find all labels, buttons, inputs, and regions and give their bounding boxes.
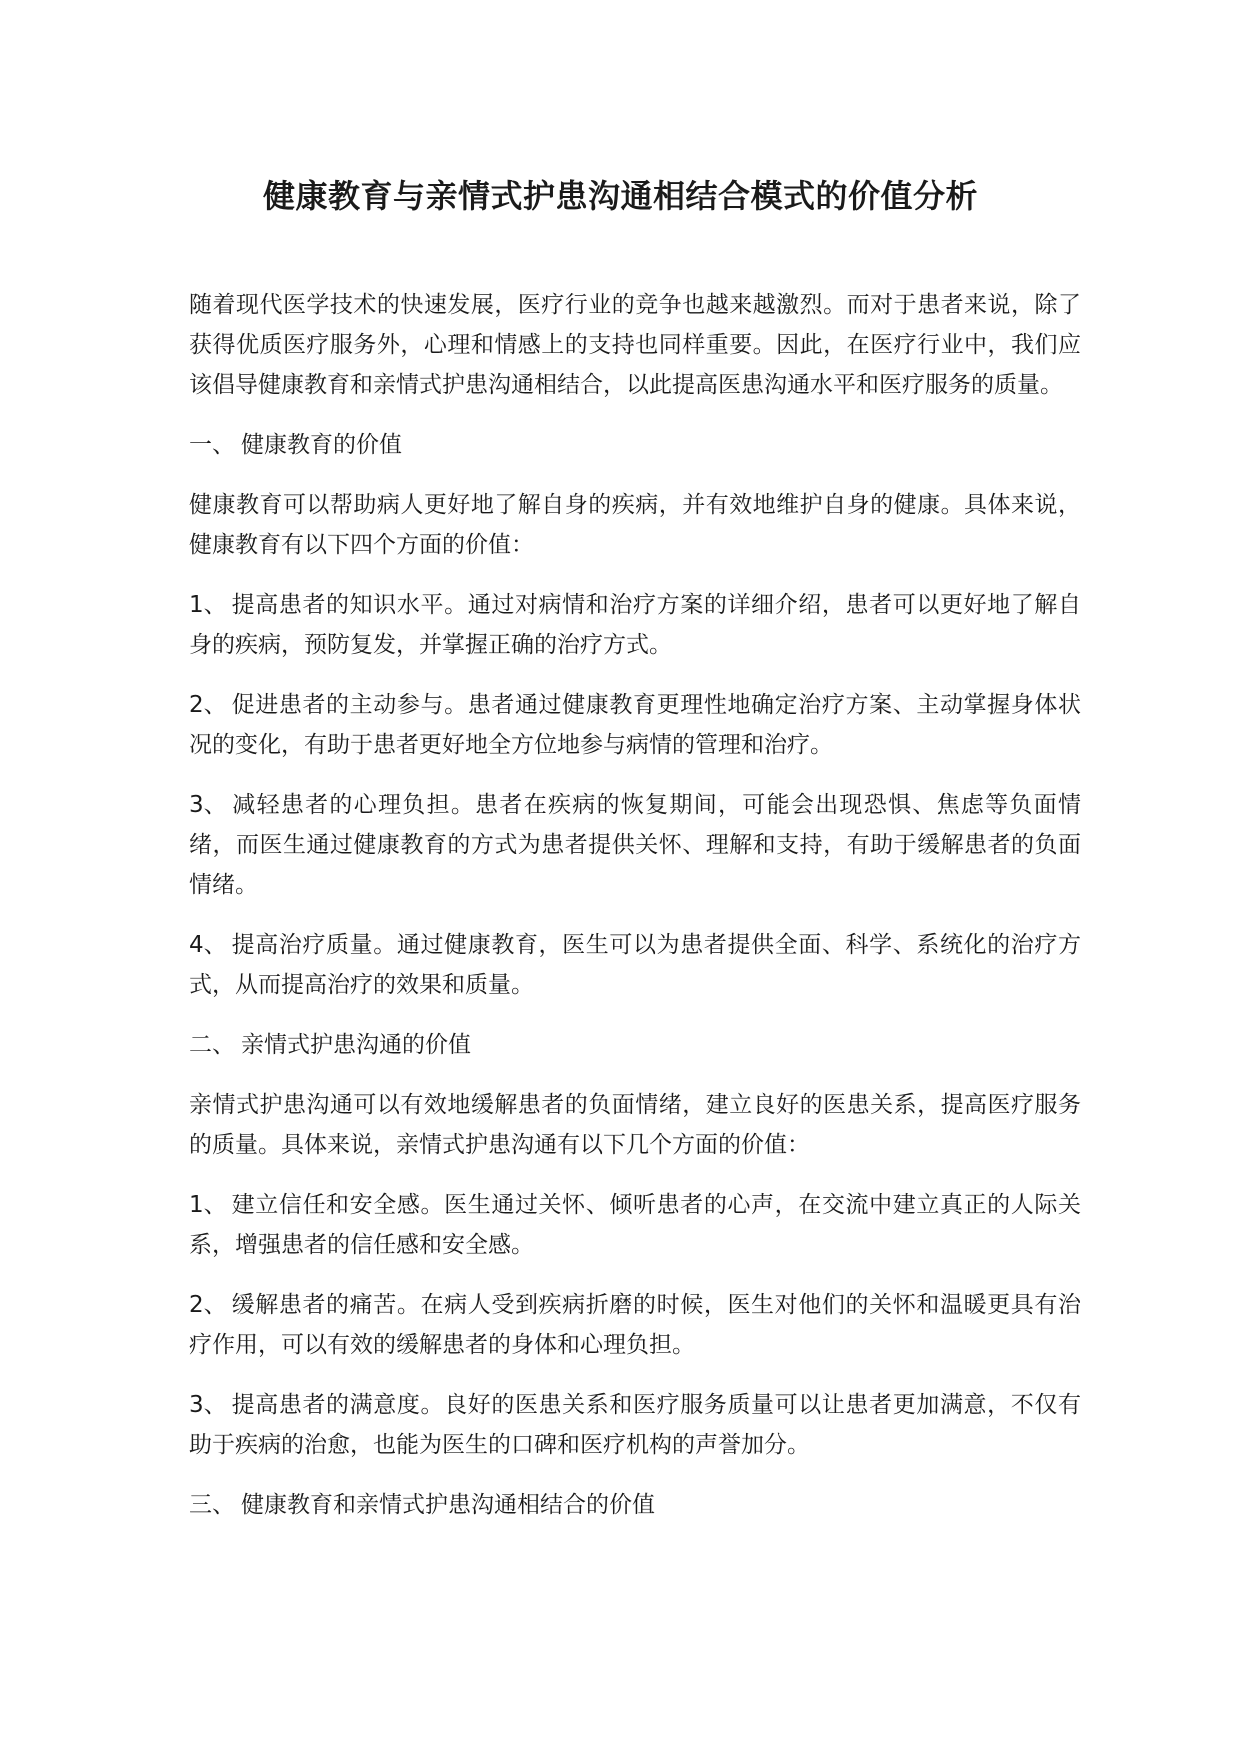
- section-1-lead: 健康教育可以帮助病人更好地了解自身的疾病，并有效地维护自身的健康。具体来说，健康教育有以下四个方面的价值：: [189, 492, 1081, 558]
- section-3-number: 三、: [189, 1492, 235, 1518]
- section-1-number: 一、: [189, 432, 235, 458]
- item-text: 提高治疗质量。通过健康教育，医生可以为患者提供全面、科学、系统化的治疗方式，从而提高治疗的效果和质量。: [189, 932, 1081, 998]
- section-3-title: 健康教育和亲情式护患沟通相结合的价值: [241, 1492, 655, 1518]
- section-1-item-3: [189, 785, 1081, 905]
- intro-paragraph: 随着现代医学技术的快速发展，医疗行业的竞争也越来越激烈。而对于患者来说，除了获得优质医疗服务外，心理和情感上的支持也同样重要。因此，在医疗行业中，我们应该倡导健康教育和亲情式护患沟通相结合，以此提高医患沟通水平和医疗服务的质量。: [189, 292, 1081, 398]
- section-2-lead: 亲情式护患沟通可以有效地缓解患者的负面情绪，建立良好的医患关系，提高医疗服务的质量。具体来说，亲情式护患沟通有以下几个方面的价值：: [189, 1092, 1081, 1158]
- item-number: 4、: [189, 932, 227, 958]
- section-1-item-2: [189, 685, 1081, 765]
- item-text: 缓解患者的痛苦。在病人受到疾病折磨的时候，医生对他们的关怀和温暖更具有治疗作用，可以有效的缓解患者的身体和心理负担。: [189, 1292, 1081, 1358]
- item-number: 1、: [189, 592, 227, 618]
- document-title: 健康教育与亲情式护患沟通相结合模式的价值分析: [262, 177, 978, 215]
- section-1-item-4: [189, 925, 1081, 1005]
- document-body: [189, 285, 1081, 1545]
- item-number: 2、: [189, 692, 227, 718]
- section-2-item-1: [189, 1185, 1081, 1265]
- item-text: 提高患者的满意度。良好的医患关系和医疗服务质量可以让患者更加满意，不仅有助于疾病的治愈，也能为医生的口碑和医疗机构的声誉加分。: [189, 1392, 1081, 1458]
- section-1-heading: [189, 425, 1081, 465]
- item-number: 1、: [189, 1192, 227, 1218]
- section-2-title: 亲情式护患沟通的价值: [241, 1032, 471, 1058]
- item-number: 2、: [189, 1292, 227, 1318]
- item-text: 提高患者的知识水平。通过对病情和治疗方案的详细介绍，患者可以更好地了解自身的疾病，预防复发，并掌握正确的治疗方式。: [189, 592, 1081, 658]
- section-2-number: 二、: [189, 1032, 235, 1058]
- section-1-title: 健康教育的价值: [241, 432, 402, 458]
- section-2-heading: [189, 1025, 1081, 1065]
- section-3-heading: [189, 1485, 1081, 1525]
- section-2-item-3: [189, 1385, 1081, 1465]
- item-text: 促进患者的主动参与。患者通过健康教育更理性地确定治疗方案、主动掌握身体状况的变化，有助于患者更好地全方位地参与病情的管理和治疗。: [189, 692, 1081, 758]
- item-text: 减轻患者的心理负担。患者在疾病的恢复期间，可能会出现恐惧、焦虑等负面情绪，而医生通过健康教育的方式为患者提供关怀、理解和支持，有助于缓解患者的负面情绪。: [189, 792, 1081, 898]
- item-text: 建立信任和安全感。医生通过关怀、倾听患者的心声，在交流中建立真正的人际关系，增强患者的信任感和安全感。: [189, 1192, 1081, 1258]
- item-number: 3、: [189, 792, 227, 818]
- section-2-item-2: [189, 1285, 1081, 1365]
- item-number: 3、: [189, 1392, 227, 1418]
- section-1-item-1: [189, 585, 1081, 665]
